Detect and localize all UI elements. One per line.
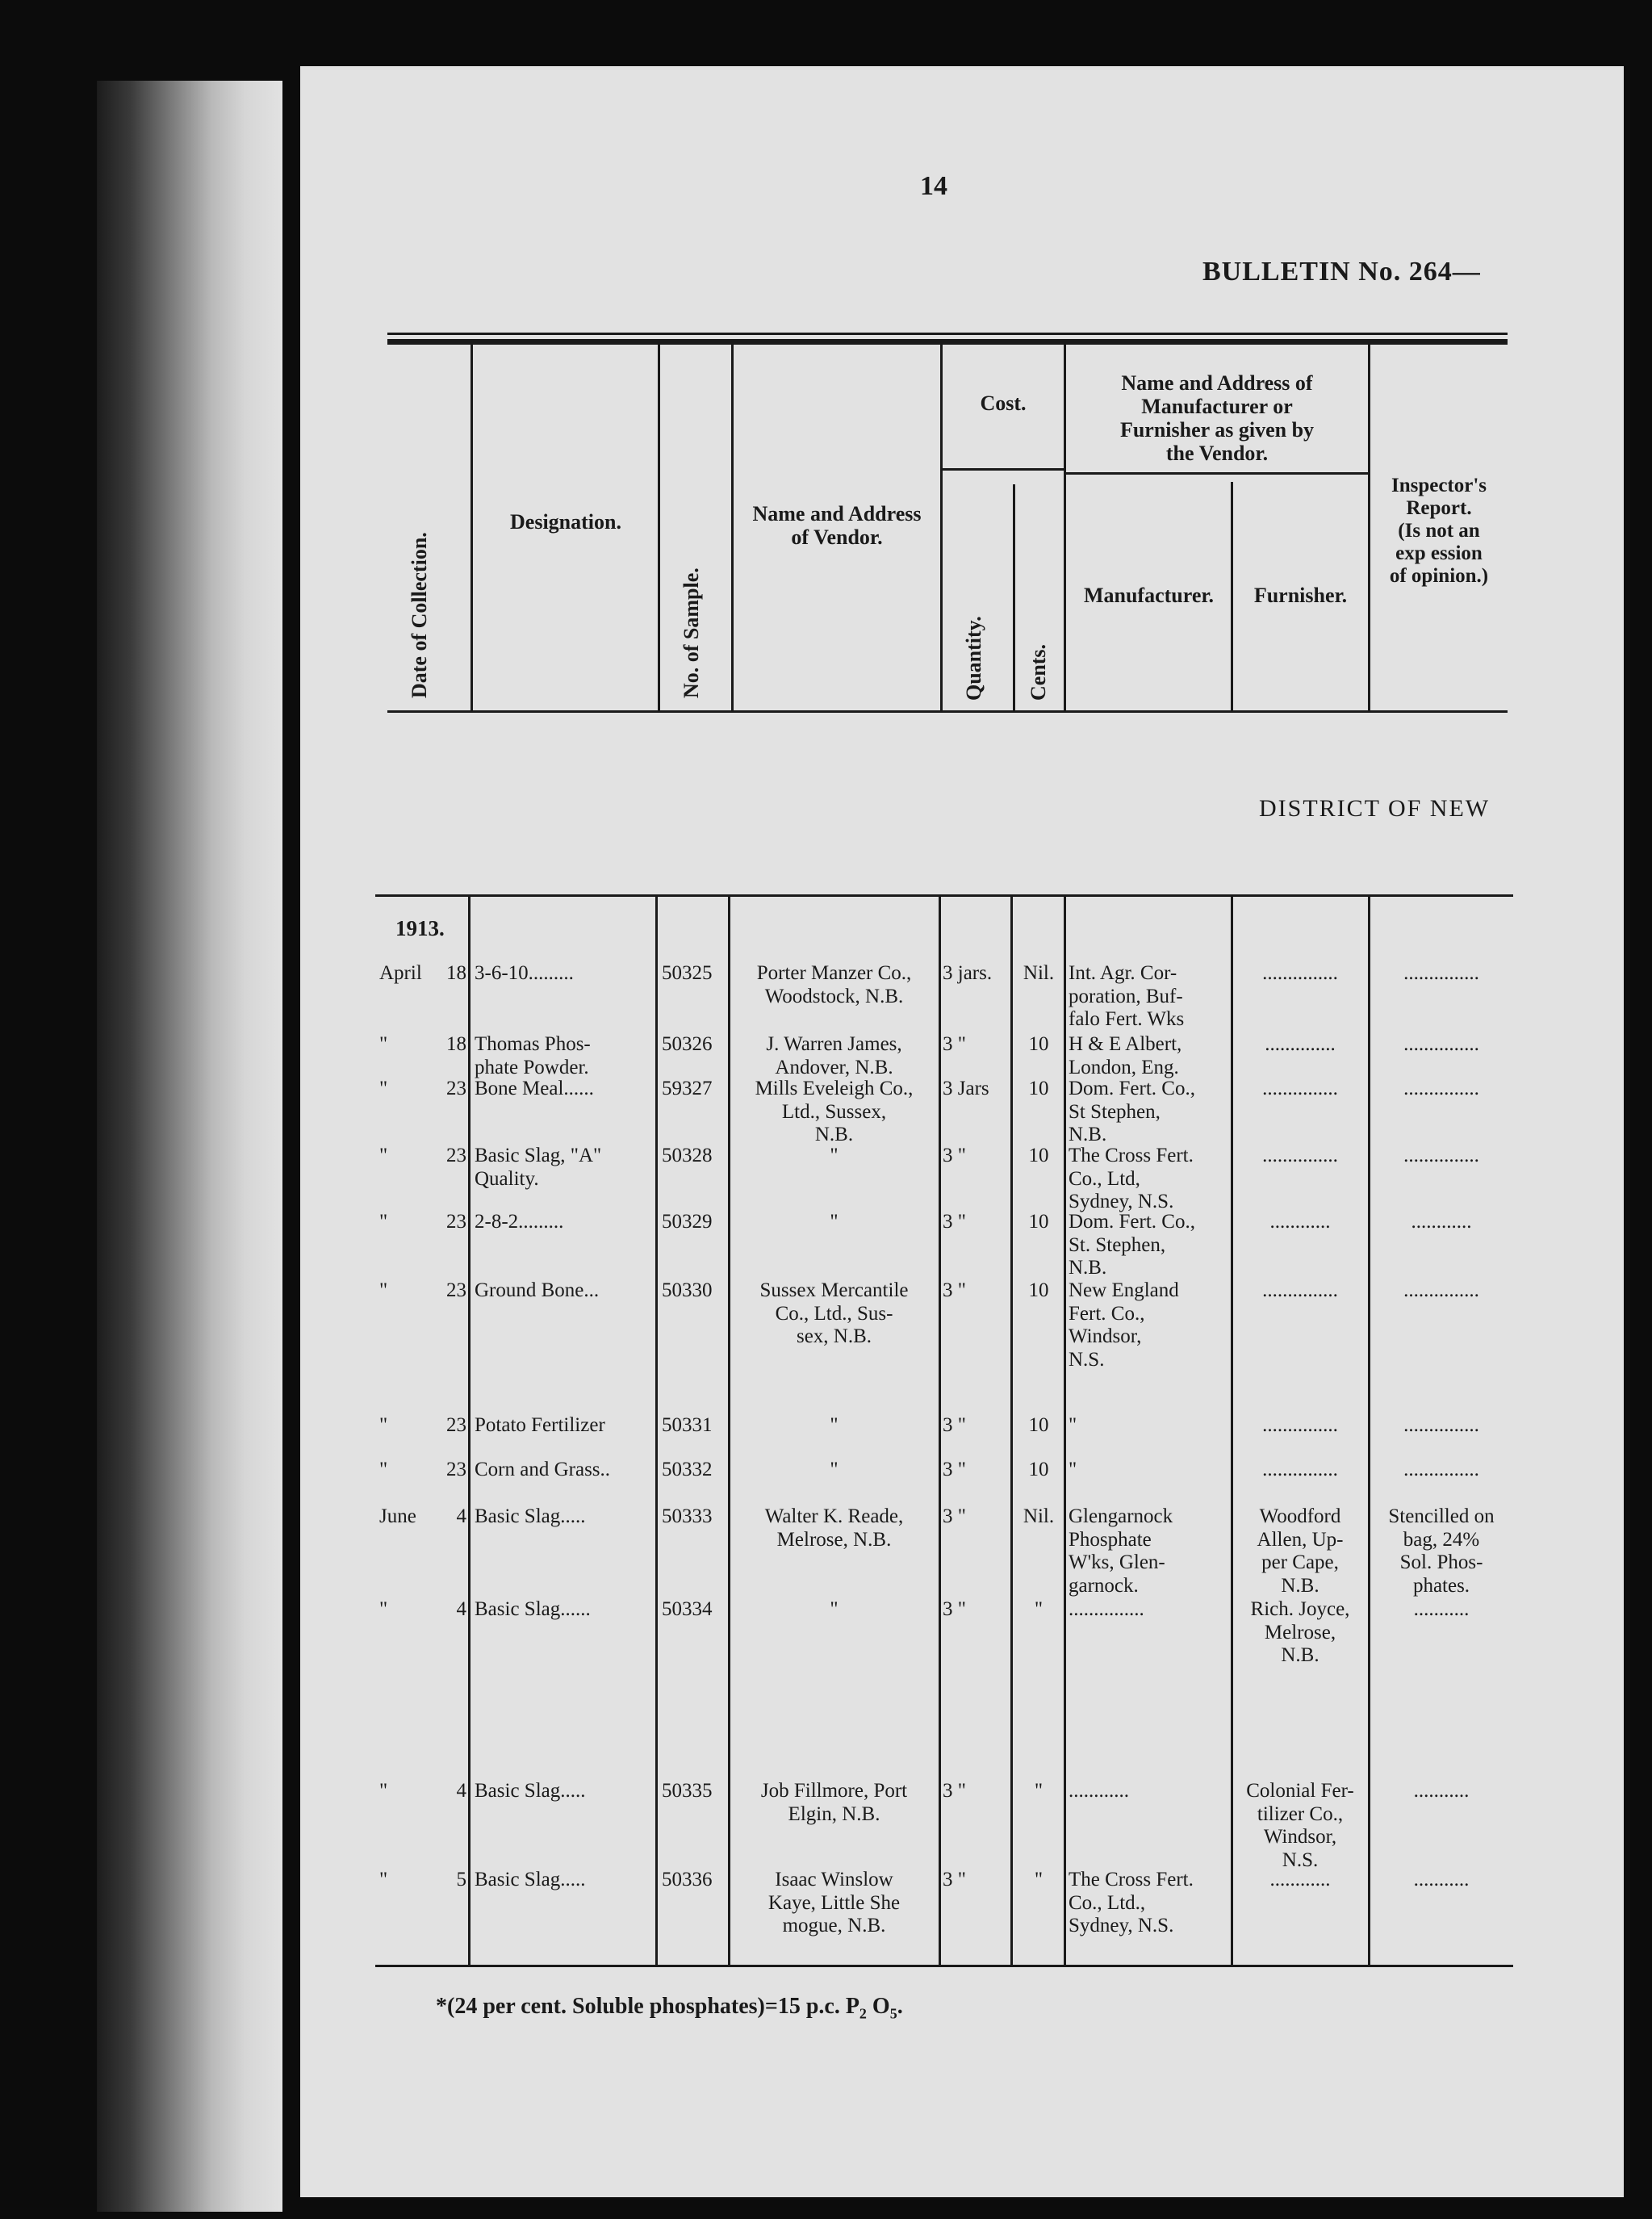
table-cell-manufacturer: H & E Albert, London, Eng. [1069,1033,1182,1078]
table-cell-furnisher: ............ [1269,1211,1331,1233]
table-cell-report: ............... [1403,962,1479,984]
table-cell-manufacturer: ............... [1069,1598,1144,1620]
table-cell-sample: 50336 [662,1869,713,1890]
header-designation: Designation. [510,510,621,534]
table-cell-sample: 50326 [662,1033,713,1055]
cost-subheader-rule [943,468,1064,471]
table-cell-furnisher: Rich. Joyce, Melrose, N.B. [1250,1598,1350,1666]
header-report: Inspector's Report. (Is not an exp ession of opinion.) [1389,475,1489,587]
table-cell-furnisher: ............... [1262,1459,1338,1480]
table-cell-month: " [379,1414,388,1436]
header-maker-group: Name and Address of Manufacturer or Furnisher as given by the Vendor. [1119,371,1315,466]
table-cell-qty: 3 " [943,1780,966,1802]
table-cell-designation: Corn and Grass.. [475,1459,611,1480]
table-cell-cents: 10 [1028,1279,1049,1301]
header-top-rule [387,333,1508,335]
table-cell-sample: 50329 [662,1211,713,1233]
body-col-divider [1368,897,1370,1965]
table-cell-report: ............... [1403,1459,1479,1480]
header-sample: No. of Sample. [680,567,703,698]
header-col-divider [1013,484,1015,710]
table-cell-furnisher: ............... [1262,1145,1338,1166]
header-top-rule-2 [387,339,1508,345]
table-cell-vendor: Job Fillmore, Port Elgin, N.B. [760,1780,908,1825]
table-cell-sample: 50332 [662,1459,713,1480]
table-cell-month: " [379,1780,388,1802]
body-col-divider [655,897,658,1965]
table-cell-month: " [379,1145,388,1166]
body-col-divider [1010,897,1013,1965]
table-cell-report: Stencilled on bag, 24% Sol. Phos- phates. [1388,1505,1495,1597]
table-cell-furnisher: ............... [1262,1078,1338,1099]
table-cell-day: 23 [446,1145,466,1166]
table-cell-month: " [379,1078,388,1099]
table-cell-qty: 3 jars. [943,962,993,984]
header-cost: Cost. [980,391,1027,415]
table-cell-sample: 50335 [662,1780,713,1802]
header-furnisher: Furnisher. [1253,584,1348,607]
body-col-divider [939,897,941,1965]
table-cell-manufacturer: The Cross Fert. Co., Ltd., Sydney, N.S. [1069,1869,1194,1936]
table-cell-vendor: " [830,1459,839,1480]
table-cell-cents: Nil. [1023,962,1055,984]
table-cell-report: ............... [1403,1033,1479,1055]
table-cell-day: 4 [456,1505,466,1527]
header-manufacturer: Manufacturer. [1083,584,1215,607]
table-cell-month: " [379,1459,388,1480]
bulletin-title: BULLETIN No. 264— [1202,257,1481,287]
table-cell-designation: 2-8-2......... [475,1211,564,1233]
table-cell-qty: 3 " [943,1033,966,1055]
table-cell-cents: " [1034,1780,1043,1802]
table-cell-qty: 3 " [943,1211,966,1233]
body-col-divider [1064,897,1066,1965]
table-cell-month: " [379,1211,388,1233]
table-cell-furnisher: Colonial Fer- tilizer Co., Windsor, N.S. [1246,1780,1354,1871]
table-cell-day: 18 [446,962,466,984]
footnote-text: . [897,1994,903,2019]
table-cell-vendor: " [830,1145,839,1166]
table-cell-furnisher: .............. [1265,1033,1336,1055]
table-cell-vendor: " [830,1598,839,1620]
table-cell-cents: 10 [1028,1078,1049,1099]
table-cell-designation: Basic Slag...... [475,1598,591,1620]
table-cell-month: June [379,1505,416,1527]
table-cell-report: ........... [1413,1598,1470,1620]
table-cell-cents: 10 [1028,1145,1049,1166]
table-cell-day: 23 [446,1459,466,1480]
table-cell-sample: 50325 [662,962,713,984]
table-cell-cents: " [1034,1598,1043,1620]
header-col-divider [658,345,660,710]
table-cell-day: 4 [456,1598,466,1620]
table-cell-month: " [379,1279,388,1301]
table-cell-qty: 3 " [943,1279,966,1301]
table-cell-cents: 10 [1028,1414,1049,1436]
table-cell-manufacturer: Dom. Fert. Co., St Stephen, N.B. [1069,1078,1195,1145]
table-cell-vendor: Porter Manzer Co., Woodstock, N.B. [756,962,912,1007]
maker-subheader-rule [1066,472,1368,475]
footnote-subscript: 5 [889,2005,897,2022]
table-cell-qty: 3 " [943,1414,966,1436]
header-bottom-rule [387,710,1508,713]
district-heading: DISTRICT OF NEW [1259,795,1491,822]
table-cell-furnisher: ............ [1269,1869,1331,1890]
body-col-divider [1231,897,1233,1965]
year-label: 1913. [395,916,445,940]
table-cell-manufacturer: Dom. Fert. Co., St. Stephen, N.B. [1069,1211,1195,1279]
table-cell-day: 18 [446,1033,466,1055]
table-cell-qty: 3 Jars [943,1078,989,1099]
body-top-rule [375,894,1513,897]
table-cell-qty: 3 " [943,1869,966,1890]
table-cell-cents: Nil. [1023,1505,1055,1527]
table-cell-report: ............... [1403,1145,1479,1166]
header-cents: Cents. [1027,643,1050,701]
header-col-divider [471,345,473,710]
table-cell-designation: Potato Fertilizer [475,1414,605,1436]
table-cell-qty: 3 " [943,1505,966,1527]
table-cell-designation: Basic Slag..... [475,1869,586,1890]
table-cell-report: ............... [1403,1279,1479,1301]
table-cell-vendor: " [830,1414,839,1436]
book-spine-shadow [97,81,282,2212]
table-cell-vendor: Isaac Winslow Kaye, Little She mogue, N.B. [767,1869,901,1936]
table-cell-manufacturer: ............ [1069,1780,1129,1802]
table-cell-furnisher: ............... [1262,1414,1338,1436]
footnote-subscript: 2 [859,2005,867,2022]
body-bottom-rule [375,1965,1513,1967]
table-cell-manufacturer: " [1069,1414,1077,1436]
table-cell-qty: 3 " [943,1598,966,1620]
table-cell-vendor: " [830,1211,839,1233]
table-cell-designation: Basic Slag..... [475,1780,586,1802]
table-cell-designation: Ground Bone... [475,1279,600,1301]
table-cell-furnisher: ............... [1262,1279,1338,1301]
table-cell-sample: 50333 [662,1505,713,1527]
table-cell-vendor: Mills Eveleigh Co., Ltd., Sussex, N.B. [755,1078,914,1145]
table-cell-report: ............... [1403,1414,1479,1436]
table-cell-designation: 3-6-10......... [475,962,574,984]
table-cell-manufacturer: Glengarnock Phosphate W'ks, Glen- garnock. [1069,1505,1173,1597]
table-cell-vendor: Sussex Mercantile Co., Ltd., Sus- sex, N.B. [759,1279,909,1347]
header-date: Date of Collection. [408,532,431,698]
table-cell-vendor: Walter K. Reade, Melrose, N.B. [764,1505,904,1551]
table-cell-cents: 10 [1028,1459,1049,1480]
table-cell-sample: 50328 [662,1145,713,1166]
table-cell-designation: Bone Meal...... [475,1078,594,1099]
table-cell-cents: " [1034,1869,1043,1890]
table-cell-sample: 50330 [662,1279,713,1301]
table-cell-month: " [379,1033,388,1055]
table-cell-designation: Basic Slag..... [475,1505,586,1527]
table-cell-report: ............ [1411,1211,1472,1233]
header-vendor: Name and Address of Vendor. [752,502,922,550]
footnote-text: *(24 per cent. Soluble phosphates)=15 p.c. P [436,1994,859,2019]
table-cell-furnisher: Woodford Allen, Up- per Cape, N.B. [1257,1505,1344,1597]
table-cell-report: ........... [1413,1869,1470,1890]
table-cell-day: 23 [446,1279,466,1301]
table-cell-manufacturer: Int. Agr. Cor- poration, Buf- falo Fert. Wks [1069,962,1185,1030]
table-cell-month: April [379,962,422,984]
footnote [436,1994,903,2023]
table-cell-cents: 10 [1028,1033,1049,1055]
table-cell-qty: 3 " [943,1459,966,1480]
table-cell-cents: 10 [1028,1211,1049,1233]
header-quantity: Quantity. [962,616,985,701]
table-cell-day: 4 [456,1780,466,1802]
footnote-text: O [866,1994,890,2019]
table-cell-sample: 50331 [662,1414,713,1436]
table-cell-month: " [379,1869,388,1890]
page-number: 14 [920,171,947,201]
table-cell-sample: 50334 [662,1598,713,1620]
table-cell-vendor: J. Warren James, Andover, N.B. [766,1033,902,1078]
table-cell-manufacturer: The Cross Fert. Co., Ltd, Sydney, N.S. [1069,1145,1194,1212]
table-cell-month: " [379,1598,388,1620]
table-cell-day: 23 [446,1078,466,1099]
body-col-divider [468,897,471,1965]
table-cell-report: ............... [1403,1078,1479,1099]
table-cell-qty: 3 " [943,1145,966,1166]
table-cell-day: 23 [446,1414,466,1436]
table-cell-day: 23 [446,1211,466,1233]
table-cell-report: ........... [1413,1780,1470,1802]
table-cell-day: 5 [456,1869,466,1890]
table-cell-designation: Thomas Phos- phate Powder. [475,1033,591,1078]
table-cell-designation: Basic Slag, "A" Quality. [475,1145,602,1190]
table-cell-manufacturer: " [1069,1459,1077,1480]
table-cell-sample: 59327 [662,1078,713,1099]
table-cell-manufacturer: New England Fert. Co., Windsor, N.S. [1069,1279,1179,1371]
table-cell-furnisher: ............... [1262,962,1338,984]
